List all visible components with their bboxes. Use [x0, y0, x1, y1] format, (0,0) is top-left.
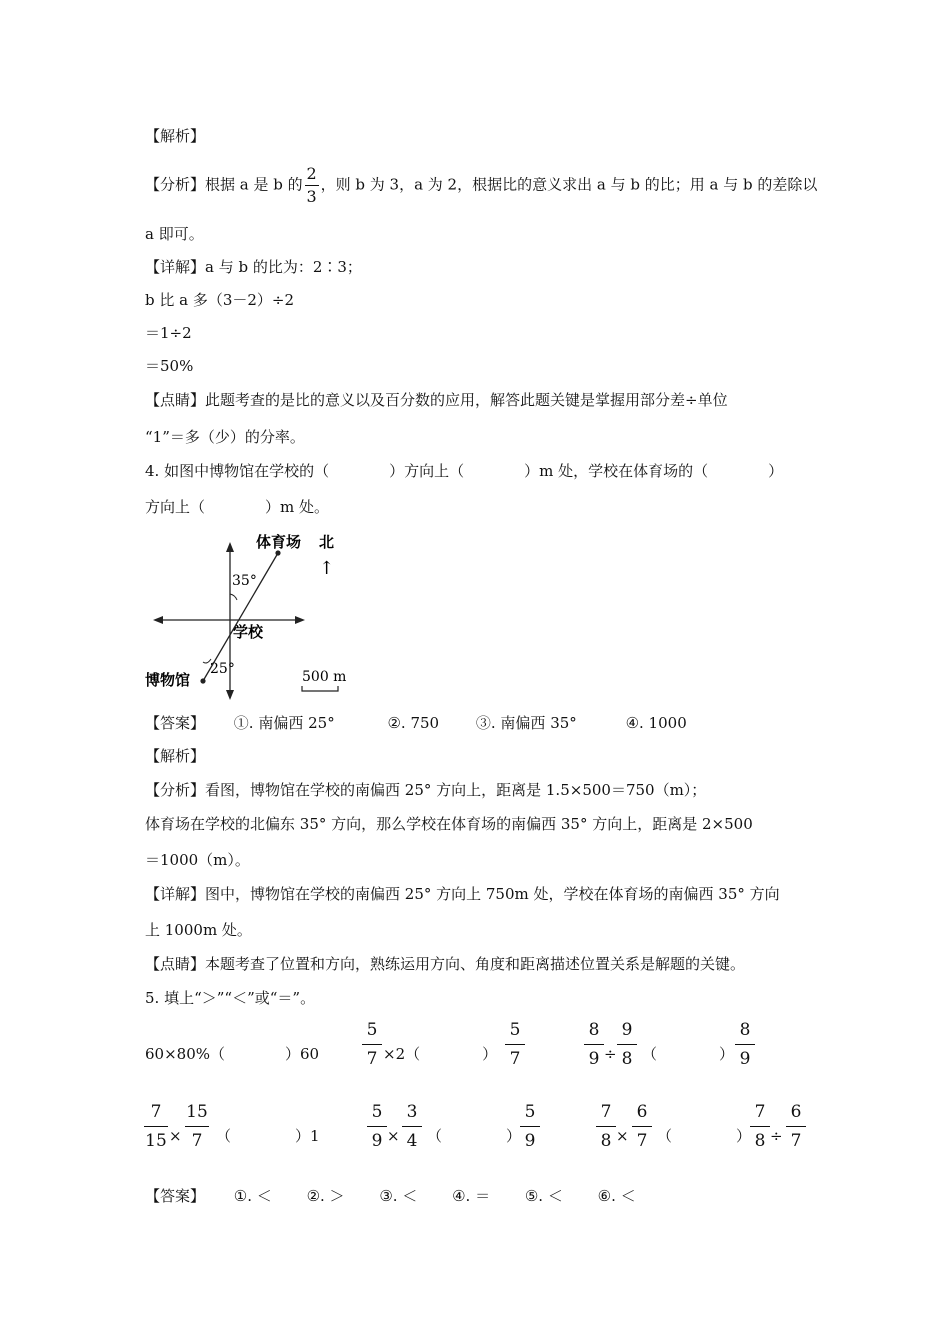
angle-label: 35°: [232, 573, 257, 589]
direction-map: [145, 528, 360, 703]
q4-detail: 【详解】图中，博物馆在学校的南偏西 25° 方向上 750m 处，学校在体育场的南偏西 35° 方向: [145, 885, 780, 903]
scale-label: 500 m: [302, 669, 347, 685]
q5-question: 5. 填上“＞”“＜”或“＝”。: [145, 989, 316, 1007]
operator: ÷: [770, 1127, 783, 1145]
arrow-head: [153, 616, 163, 624]
operator: ×: [616, 1127, 629, 1145]
fraction: $\frac{2}{3}$: [306, 164, 317, 206]
q4-detail-cont: 上 1000m 处。: [145, 921, 252, 939]
arrow-head: [226, 690, 234, 700]
fraction: 6 7: [786, 1100, 806, 1153]
scale-bar: [302, 686, 338, 691]
angle-arc: [230, 594, 237, 600]
north-label: 北: [319, 533, 335, 551]
arrow-head: [226, 542, 234, 552]
operator: ×: [169, 1127, 182, 1145]
angle-label: 25°: [210, 661, 235, 677]
q4-analysis-cont: 体育场在学校的北偏东 35° 方向，那么学校在体育场的南偏西 35° 方向上，距离是 2×500: [145, 815, 753, 833]
q4-question: 4. 如图中博物馆在学校的（ ）方向上（ ）m 处，学校在体育场的（ ）: [145, 462, 784, 480]
q3-step: ＝1÷2: [145, 324, 192, 342]
q4-analysis: 【分析】看图，博物馆在学校的南偏西 25° 方向上，距离是 1.5×500＝750（m）；: [145, 781, 707, 799]
q3-detail: 【详解】a 与 b 的比为：2∶3；: [145, 258, 362, 276]
school-label: 学校: [233, 623, 264, 641]
fraction: 8 9: [584, 1018, 604, 1071]
q4-analysis-cont: ＝1000（m）。: [145, 851, 250, 869]
expr-3: （ ）: [642, 1045, 735, 1063]
stadium-point: [275, 550, 280, 555]
fraction: 8 9: [735, 1018, 755, 1071]
q4-comment: 【点睛】本题考查了位置和方向，熟练运用方向、角度和距离描述位置关系是解题的关键。: [145, 955, 746, 973]
stadium-label: 体育场: [256, 533, 302, 551]
fraction: 3 4: [402, 1100, 422, 1153]
expr-1: 60×80%（ ）60: [145, 1045, 320, 1063]
fraction: 7 8: [750, 1100, 770, 1153]
museum-label: 博物馆: [145, 671, 191, 689]
museum-point: [200, 678, 205, 683]
jiexi-heading: 【解析】: [145, 127, 206, 145]
fraction: 5 9: [367, 1100, 387, 1153]
q3-step: b 比 a 多（3－2）÷2: [145, 291, 295, 309]
fraction: 6 7: [632, 1100, 652, 1153]
fraction: 5 7: [362, 1018, 382, 1071]
fraction: 5 9: [520, 1100, 540, 1153]
operator: ÷: [604, 1045, 617, 1063]
q3-analysis-cont: a 即可。: [145, 225, 204, 243]
expr-5: （ ）: [427, 1127, 522, 1145]
q5-answer: 【答案】 ①. ＜ ②. ＞ ③. ＜ ④. ＝ ⑤. ＜ ⑥. ＜: [145, 1187, 636, 1205]
q3-comment-cont: “1”＝多（少）的分率。: [145, 428, 305, 446]
fraction: 7 8: [596, 1100, 616, 1153]
fraction: 9 8: [617, 1018, 637, 1071]
north-arrow-icon: ↑: [319, 558, 335, 579]
expr-4: （ ）1: [216, 1127, 320, 1145]
expr-2: ×2（ ）: [383, 1045, 498, 1063]
fraction: 15 7: [186, 1102, 208, 1151]
q3-step: ＝50%: [145, 357, 194, 375]
arrow-head: [295, 616, 305, 624]
q4-question-cont: 方向上（ ）m 处。: [145, 498, 330, 516]
q4-answer: 【答案】 ①. 南偏西 25° ②. 750 ③. 南偏西 35° ④. 1000: [145, 714, 687, 732]
fraction: 5 7: [505, 1018, 525, 1071]
fraction: 7 15: [145, 1102, 167, 1151]
q3-analysis: 【分析】根据 a 是 b 的 $\frac{2}{3}$ ，则 b 为 3，a 为 2，根据比的意义求出 a 与 b 的比；用 a 与 b 的差除以: [145, 164, 818, 206]
expr-6: （ ）: [657, 1127, 752, 1145]
jiexi-heading: 【解析】: [145, 747, 206, 765]
operator: ×: [387, 1127, 400, 1145]
q3-comment: 【点睛】此题考查的是比的意义以及百分数的应用，解答此题关键是掌握用部分差÷单位: [145, 391, 728, 409]
